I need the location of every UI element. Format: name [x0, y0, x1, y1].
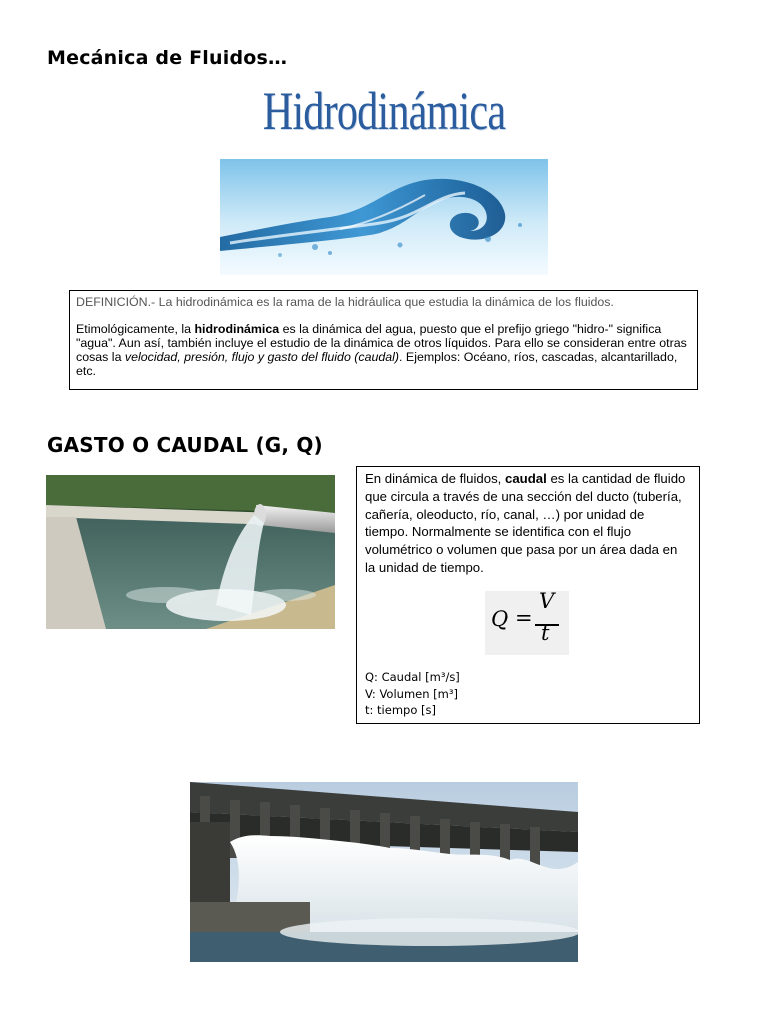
- caudal-definition-box: [356, 466, 700, 724]
- etymology-paragraph: [76, 322, 689, 378]
- legend-item: Q: Caudal [m³/s]: [365, 670, 460, 684]
- legend-item: V: Volumen [m³]: [365, 686, 458, 701]
- etymology-text-3: . Ejemplos: Océano, ríos, cascadas, alcantarillado, etc.: [76, 350, 678, 378]
- legend-item: t: tiempo [s]: [365, 703, 436, 717]
- caudal-text-1: En dinámica de fluidos,: [365, 471, 506, 486]
- etymology-text-2: es la dinámica del agua, puesto que el prefijo griego "hidro-" significa "agua". Aun así, también incluye el estudio de la dinámica de otros líquidos. Para ello se consideran entre otras cosas la: [76, 322, 687, 364]
- formula-legend: [365, 669, 460, 719]
- etymology-text-1: Etimológicamente, la: [76, 322, 195, 336]
- caudal-bold-term: caudal: [505, 471, 547, 486]
- caudal-paragraph: [365, 470, 691, 577]
- formula-equals: =: [515, 606, 533, 630]
- formula-denominator: t: [541, 621, 550, 645]
- caudal-text-2: es la cantidad de fluido que circula a través de una sección del ducto (tubería, cañería, oleoducto, río, canal, …) por unidad de tiempo. Normalmente se identifica con el flujo volumétrico o volumen que pasa por un área dada en la unidad de tiempo.: [365, 471, 686, 575]
- etymology-italic-terms: velocidad, presión, flujo y gasto del fluido (caudal): [124, 350, 400, 364]
- definition-text: DEFINICIÓN.- La hidrodinámica es la rama de la hidráulica que estudia la dinámica de los fluidos.: [76, 295, 614, 309]
- dam-spillway-image: [190, 782, 578, 962]
- formula-lhs: Q: [491, 607, 509, 631]
- pipe-pool-image: [46, 475, 335, 629]
- definition-box: [69, 290, 698, 390]
- section-title: GASTO O CAUDAL (G, Q): [47, 433, 323, 457]
- flow-rate-formula: [485, 591, 569, 655]
- water-splash-image: [220, 159, 548, 275]
- formula-numerator: V: [539, 589, 555, 613]
- wordart-title: Hidrodinámica: [262, 81, 506, 141]
- document-title: Mecánica de Fluidos…: [47, 47, 288, 69]
- etymology-bold-term: hidrodinámica: [194, 322, 280, 336]
